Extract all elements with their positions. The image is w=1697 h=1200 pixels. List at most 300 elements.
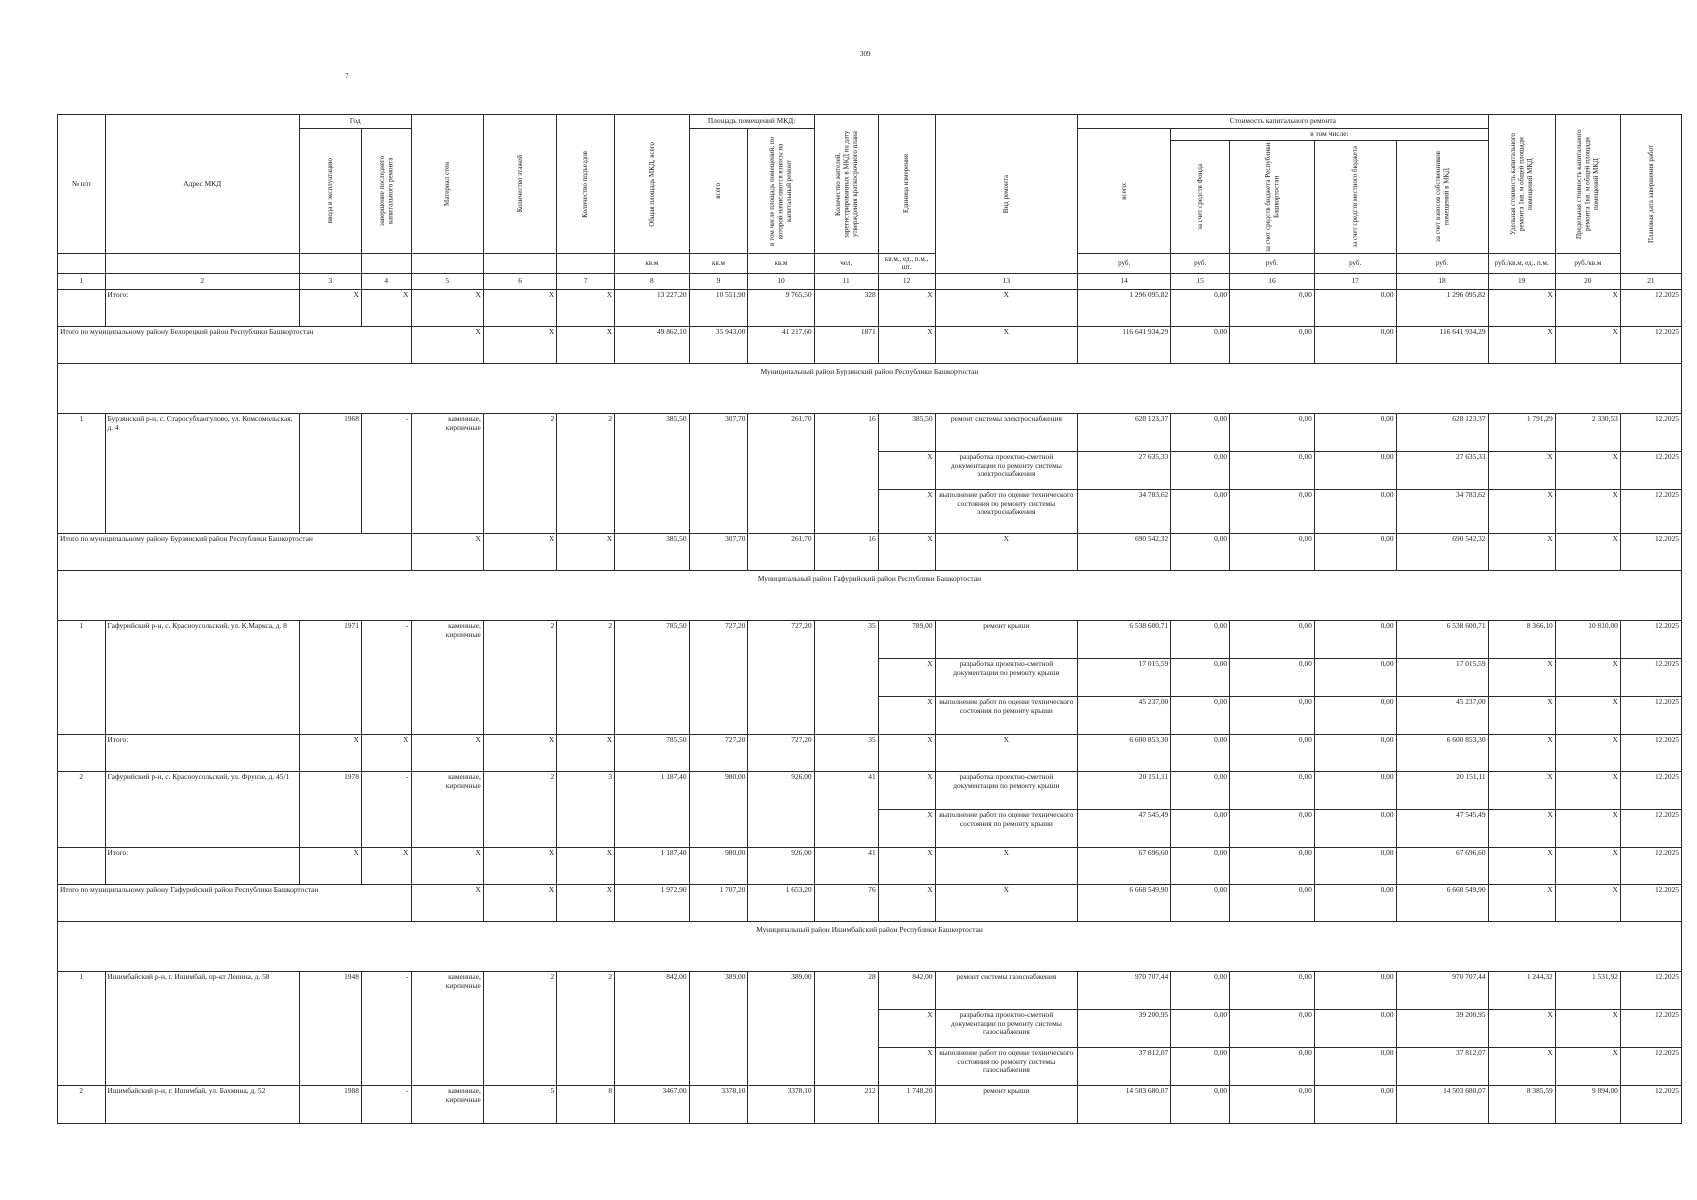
x-cell: X [483,847,556,884]
units-row [58,253,1682,273]
table-header [58,115,1682,290]
cost-local-cell: 0,00 [1314,1047,1396,1085]
table-row [58,326,1682,363]
total-area-cell: 1 972,90 [615,884,689,921]
column-number: 20 [1555,273,1620,289]
column-number: 3 [299,273,361,289]
entrances-cell: 2 [557,413,615,533]
entrances-cell: 8 [557,1085,615,1123]
x-cell: X [1488,1009,1555,1047]
header-cost-owners: за счет взносов собственников помещений в МКД [1433,151,1451,243]
x-cell: X [935,533,1078,570]
x-cell: X [878,289,935,326]
cost-republic-cell: 0,00 [1230,326,1315,363]
subtotal-label: Итого: [105,734,299,771]
column-number: 2 [105,273,299,289]
cost-owners-cell: 34 783,62 [1396,489,1488,533]
table-row [58,413,1682,451]
last-repair-cell: - [361,771,411,847]
unit-cell: руб. [1396,253,1488,273]
cost-owners-cell: 45 237,00 [1396,696,1488,734]
cost-local-cell: 0,00 [1314,326,1396,363]
address-cell: Ишимбайский р-н, г. Ишимбай, ул. Бахмина, д. 52 [105,1085,299,1123]
x-cell: X [1555,771,1620,809]
cost-total-cell: 67 696,60 [1078,847,1171,884]
unit-cell: руб. [1171,253,1230,273]
table-row [58,847,1682,884]
unit-cell: кв.м [615,253,689,273]
table-row [58,1085,1682,1123]
x-cell: X [878,489,935,533]
x-cell: X [411,289,483,326]
header-unit: Единица измерения [902,154,911,214]
x-cell: X [1555,734,1620,771]
repair-type-cell: разработка проектно-сметной документации по ремонту системы электроснабжения [935,451,1078,489]
row-number: 2 [58,771,106,847]
residents-cell: 28 [814,971,878,1085]
x-cell: X [878,696,935,734]
cost-owners-cell: 14 503 680,07 [1396,1085,1488,1123]
row-number: 1 [58,620,106,734]
column-number: 13 [935,273,1078,289]
column-number: 8 [615,273,689,289]
repair-type-cell: ремонт системы электроснабжения [935,413,1078,451]
cost-fund-cell: 0,00 [1171,620,1230,658]
unit-cost-cell: 1 244,32 [1488,971,1555,1009]
deadline-cell: 12.2025 [1620,696,1681,734]
quantity-cell: 842,00 [878,971,935,1009]
total-area-cell: 385,50 [615,533,689,570]
header-year: Год [299,115,411,129]
x-cell: X [361,847,411,884]
cost-republic-cell: 0,00 [1230,1047,1315,1085]
unit-cost-cell: 8 385,59 [1488,1085,1555,1123]
x-cell: X [1555,451,1620,489]
unit-cell: кв.м [689,253,748,273]
deadline-cell: 12.2025 [1620,620,1681,658]
cost-republic-cell: 0,00 [1230,696,1315,734]
last-repair-cell: - [361,1085,411,1123]
unit-cell: руб. [1314,253,1396,273]
header-residents: Количество жителей, зарегистрированных в МКД на дату утверждения краткосрочного плана [833,130,859,238]
cost-total-cell: 628 123,37 [1078,413,1171,451]
unit-cell: руб./кв.м [1555,253,1620,273]
cost-republic-cell: 0,00 [1230,1009,1315,1047]
header-floors: Количество этажей [515,155,524,213]
header-premises-area: Площадь помещений МКД: [689,115,814,129]
cost-total-cell: 34 783,62 [1078,489,1171,533]
total-area-cell: 13 227,20 [615,289,689,326]
cost-owners-cell: 6 668 549,90 [1396,884,1488,921]
floors-cell: 2 [483,971,556,1085]
cost-owners-cell: 39 200,95 [1396,1009,1488,1047]
cost-owners-cell: 690 542,32 [1396,533,1488,570]
deadline-cell: 12.2025 [1620,326,1681,363]
cost-fund-cell: 0,00 [1171,289,1230,326]
cost-fund-cell: 0,00 [1171,1009,1230,1047]
x-cell: X [935,326,1078,363]
column-number: 9 [689,273,748,289]
x-cell: X [411,533,483,570]
x-cell: X [483,734,556,771]
year-cell: 1968 [299,413,361,533]
header-premises-owned: в том числе площадь помещений, по которой начисляются взносы на капитальный ремонт [768,136,794,246]
owned-area-cell: 9 765,50 [748,289,814,326]
x-cell: X [557,884,615,921]
x-cell: X [1555,489,1620,533]
x-cell: X [1555,1047,1620,1085]
cost-local-cell: 0,00 [1314,809,1396,847]
cost-republic-cell: 0,00 [1230,289,1315,326]
repair-type-cell: выполнение работ по оценке технического состояния по ремонту системы электроснабжения [935,489,1078,533]
x-cell: X [1488,809,1555,847]
x-cell: X [878,884,935,921]
column-number: 14 [1078,273,1171,289]
cost-fund-cell: 0,00 [1171,884,1230,921]
premises-cell: 980,00 [689,771,748,847]
repair-type-cell: ремонт крыши [935,620,1078,658]
wall-cell: каменные, кирпичные [411,971,483,1085]
district-section-row [58,570,1682,620]
x-cell: X [1488,696,1555,734]
cost-fund-cell: 0,00 [1171,451,1230,489]
cost-total-cell: 27 635,33 [1078,451,1171,489]
x-cell: X [935,289,1078,326]
unit-cell: кв.м., ед., п.м., шт. [878,253,935,273]
total-area-cell: 1 187,40 [615,771,689,847]
cost-republic-cell: 0,00 [1230,658,1315,696]
deadline-cell: 12.2025 [1620,847,1681,884]
table-row [58,533,1682,570]
header-entrances: Количество подъездов [581,150,590,218]
address-cell: Гафурийский р-н, с. Красноусольский, ул. Фрунзе, д. 45/1 [105,771,299,847]
year-cell: 1978 [299,771,361,847]
cost-republic-cell: 0,00 [1230,620,1315,658]
deadline-cell: 12.2025 [1620,884,1681,921]
district-total-label: Итого по муниципальному району Белорецкий район Республики Башкортостан [58,326,412,363]
cost-local-cell: 0,00 [1314,289,1396,326]
header-num: № п/п [58,115,106,254]
cost-local-cell: 0,00 [1314,533,1396,570]
x-cell: X [411,884,483,921]
cost-owners-cell: 67 696,60 [1396,847,1488,884]
cost-local-cell: 0,00 [1314,658,1396,696]
x-cell: X [483,533,556,570]
cost-owners-cell: 47 545,49 [1396,809,1488,847]
table-row [58,884,1682,921]
owned-area-cell: 1 653,20 [748,884,814,921]
deadline-cell: 12.2025 [1620,971,1681,1009]
x-cell: X [483,289,556,326]
max-cost-cell: 10 810,00 [1555,620,1620,658]
repair-type-cell: выполнение работ по оценке технического состояния по ремонту крыши [935,696,1078,734]
unit-cost-cell: 8 366,10 [1488,620,1555,658]
owned-area-cell: 3378,10 [748,1085,814,1123]
x-cell: X [878,326,935,363]
cost-fund-cell: 0,00 [1171,734,1230,771]
deadline-cell: 12.2025 [1620,489,1681,533]
cost-total-cell: 39 200,95 [1078,1009,1171,1047]
deadline-cell: 12.2025 [1620,451,1681,489]
cost-local-cell: 0,00 [1314,451,1396,489]
owned-area-cell: 727,20 [748,620,814,734]
repair-type-cell: разработка проектно-сметной документации по ремонту крыши [935,658,1078,696]
cost-fund-cell: 0,00 [1171,533,1230,570]
x-cell: X [1488,451,1555,489]
cost-fund-cell: 0,00 [1171,658,1230,696]
owned-area-cell: 261,70 [748,413,814,533]
row-number: 1 [58,413,106,533]
cost-total-cell: 116 641 934,29 [1078,326,1171,363]
cost-owners-cell: 20 151,11 [1396,771,1488,809]
repair-type-cell: ремонт крыши [935,1085,1078,1123]
cost-republic-cell: 0,00 [1230,413,1315,451]
header-max-cost: Предельная стоимость капитального ремонта 1кв. м общей площади помещений МКД [1575,129,1600,239]
residents-cell: 16 [814,533,878,570]
header-deadline: Плановая дата завершения работ [1646,144,1655,243]
capital-repair-table [57,114,1682,1124]
premises-cell: 727,20 [689,734,748,771]
x-cell: X [1555,884,1620,921]
unit-cell: чел. [814,253,878,273]
cost-local-cell: 0,00 [1314,620,1396,658]
header-year-last-repair: завершение последнего капитального ремонта [377,155,395,227]
column-number: 6 [483,273,556,289]
cost-total-cell: 6 538 600,71 [1078,620,1171,658]
premises-cell: 10 551,90 [689,289,748,326]
header-year-commission: ввода в эксплуатацию [326,158,335,224]
row-number: 2 [58,1085,106,1123]
year-cell: 1948 [299,971,361,1085]
cost-owners-cell: 970 707,44 [1396,971,1488,1009]
column-number: 11 [814,273,878,289]
column-number: 1 [58,273,106,289]
deadline-cell: 12.2025 [1620,809,1681,847]
x-cell: X [878,734,935,771]
x-cell: X [1488,734,1555,771]
premises-cell: 727,20 [689,620,748,734]
cost-republic-cell: 0,00 [1230,533,1315,570]
x-cell: X [1488,884,1555,921]
premises-cell: 1 707,20 [689,884,748,921]
page-number: 309 [860,50,871,58]
column-number: 5 [411,273,483,289]
header-unit-cost: Удельная стоимость капитального ремонта 1кв. м общей площади помещений МКД [1509,132,1534,235]
header-wall: Материал стен [442,161,451,206]
cost-total-cell: 17 015,59 [1078,658,1171,696]
cost-local-cell: 0,00 [1314,696,1396,734]
cost-republic-cell: 0,00 [1230,451,1315,489]
unit-cost-cell: 1 791,29 [1488,413,1555,451]
year-cell: 1971 [299,620,361,734]
year-cell: 1988 [299,1085,361,1123]
x-cell: X [1488,771,1555,809]
x-cell: X [1555,658,1620,696]
cost-republic-cell: 0,00 [1230,734,1315,771]
cost-local-cell: 0,00 [1314,884,1396,921]
column-number: 18 [1396,273,1488,289]
cost-owners-cell: 1 296 095,82 [1396,289,1488,326]
deadline-cell: 12.2025 [1620,771,1681,809]
residents-cell: 76 [814,884,878,921]
x-cell: X [1555,289,1620,326]
entrances-cell: 3 [557,771,615,847]
cost-local-cell: 0,00 [1314,771,1396,809]
header-premises-total: всего [714,183,723,199]
cost-owners-cell: 628 123,37 [1396,413,1488,451]
wall-cell: каменные, кирпичные [411,1085,483,1123]
x-cell: X [1488,533,1555,570]
header-cost-fund: за счет средств Фонда [1195,163,1204,230]
table-row [58,620,1682,658]
repair-type-cell: разработка проектно-сметной документации по ремонту системы газоснабжения [935,1009,1078,1047]
x-cell: X [299,847,361,884]
entrances-cell: 2 [557,620,615,734]
district-title: Муниципальный район Ишимбайский район Республики Башкортостан [58,921,1682,971]
cost-republic-cell: 0,00 [1230,847,1315,884]
x-cell: X [878,847,935,884]
cost-owners-cell: 17 015,59 [1396,658,1488,696]
table-row [58,771,1682,809]
district-section-row [58,921,1682,971]
residents-cell: 16 [814,413,878,533]
x-cell: X [483,326,556,363]
unit-cell: кв.м [748,253,814,273]
x-cell: X [557,734,615,771]
floors-cell: 2 [483,620,556,734]
header-address: Адрес МКД [105,115,299,254]
table-row [58,289,1682,326]
unit-cell: руб. [1230,253,1315,273]
deadline-cell: 12.2025 [1620,1047,1681,1085]
column-number: 21 [1620,273,1681,289]
cost-total-cell: 6 668 549,90 [1078,884,1171,921]
cost-republic-cell: 0,00 [1230,489,1315,533]
x-cell: X [1488,1047,1555,1085]
x-cell: X [878,1047,935,1085]
address-cell: Гафурийский р-н, с. Красноусольский, ул. К.Маркса, д. 8 [105,620,299,734]
cost-fund-cell: 0,00 [1171,326,1230,363]
x-cell: X [299,289,361,326]
column-number: 7 [557,273,615,289]
cost-total-cell: 6 600 853,30 [1078,734,1171,771]
subtotal-label: Итого: [105,289,299,326]
deadline-cell: 12.2025 [1620,413,1681,451]
column-number: 17 [1314,273,1396,289]
cost-fund-cell: 0,00 [1171,1085,1230,1123]
residents-cell: 212 [814,1085,878,1123]
x-cell: X [411,847,483,884]
quantity-cell: 1 748,20 [878,1085,935,1123]
cost-fund-cell: 0,00 [1171,847,1230,884]
x-cell: X [935,847,1078,884]
x-cell: X [557,847,615,884]
column-numbers-row [58,273,1682,289]
total-area-cell: 49 862,10 [615,326,689,363]
district-total-label: Итого по муниципальному району Гафурийский район Республики Башкортостан [58,884,412,921]
residents-cell: 41 [814,771,878,847]
header-including: в том числе: [1171,129,1488,141]
column-number: 4 [361,273,411,289]
max-cost-cell: 9 894,00 [1555,1085,1620,1123]
x-cell: X [1555,533,1620,570]
x-cell: X [878,533,935,570]
wall-cell: каменные, кирпичные [411,771,483,847]
header-repair-type: Вид ремонта [1002,174,1011,213]
residents-cell: 328 [814,289,878,326]
x-cell: X [878,451,935,489]
repair-type-cell: ремонт системы газоснабжения [935,971,1078,1009]
cost-fund-cell: 0,00 [1171,1047,1230,1085]
header-total-area: Общая площадь МКД, всего [647,141,656,227]
cost-owners-cell: 27 635,33 [1396,451,1488,489]
x-cell: X [1555,696,1620,734]
address-cell: Бурзянский р-н, с. Старосубхангулово, ул. Комсомольская, д. 4 [105,413,299,533]
residents-cell: 35 [814,620,878,734]
cost-fund-cell: 0,00 [1171,696,1230,734]
header-cost-total: всего: [1119,182,1128,200]
cost-total-cell: 45 237,00 [1078,696,1171,734]
cost-owners-cell: 116 641 934,29 [1396,326,1488,363]
x-cell: X [1488,658,1555,696]
total-area-cell: 1 187,40 [615,847,689,884]
floors-cell: 2 [483,413,556,533]
premises-cell: 980,00 [689,847,748,884]
header-cost: Стоимость капитального ремонта [1078,115,1488,129]
header-cost-republic: за счет средств бюджета Республики Башкортостан [1263,142,1280,252]
row-number: 1 [58,971,106,1085]
cost-fund-cell: 0,00 [1171,489,1230,533]
total-area-cell: 3467,00 [615,1085,689,1123]
cost-total-cell: 970 707,44 [1078,971,1171,1009]
premises-cell: 307,70 [689,413,748,533]
floors-cell: 2 [483,771,556,847]
x-cell: X [1555,1009,1620,1047]
column-number: 12 [878,273,935,289]
x-cell: X [361,289,411,326]
owned-area-cell: 926,00 [748,771,814,847]
column-number: 10 [748,273,814,289]
cost-owners-cell: 6 600 853,30 [1396,734,1488,771]
deadline-cell: 12.2025 [1620,658,1681,696]
cost-fund-cell: 0,00 [1171,413,1230,451]
cost-republic-cell: 0,00 [1230,771,1315,809]
cost-total-cell: 47 545,49 [1078,809,1171,847]
cost-local-cell: 0,00 [1314,413,1396,451]
max-cost-cell: 2 330,53 [1555,413,1620,451]
wall-cell: каменные, кирпичные [411,413,483,533]
deadline-cell: 12.2025 [1620,533,1681,570]
cost-republic-cell: 0,00 [1230,884,1315,921]
cost-fund-cell: 0,00 [1171,809,1230,847]
x-cell: X [299,734,361,771]
column-number: 19 [1488,273,1555,289]
x-cell: X [935,884,1078,921]
residents-cell: 1871 [814,326,878,363]
cost-fund-cell: 0,00 [1171,971,1230,1009]
quantity-cell: 789,00 [878,620,935,658]
table-row [58,734,1682,771]
cost-local-cell: 0,00 [1314,734,1396,771]
cost-total-cell: 1 296 095,82 [1078,289,1171,326]
unit-cell: руб. [1078,253,1171,273]
cost-local-cell: 0,00 [1314,489,1396,533]
subtotal-label: Итого: [105,847,299,884]
district-title: Муниципальный район Бурзянский район Республики Башкортостан [58,363,1682,413]
cost-local-cell: 0,00 [1314,1009,1396,1047]
premises-cell: 35 943,00 [689,326,748,363]
max-cost-cell: 1 531,92 [1555,971,1620,1009]
